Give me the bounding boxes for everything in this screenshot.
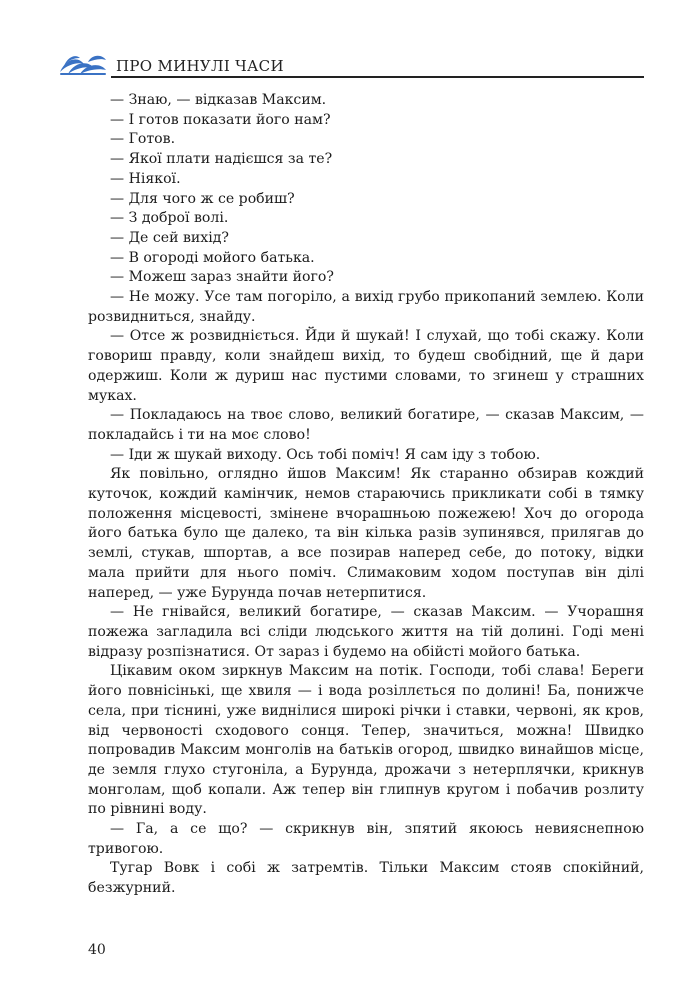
paragraph: — Отсе ж розвидніється. Йди й шукай! І слухай, що тобі скажу. Коли говориш правду, коли знайдеш вихід, то будеш свобідний, ще й дари одержиш. Коли ж дуриш нас пустими словами, то згинеш у страшних муках. — [88, 328, 644, 404]
paragraph: — Знаю, — відказав Максим. — [110, 92, 327, 108]
paragraph: — Покладаюсь на твоє слово, великий богатире, — сказав Максим, — покладайсь і ти на моє слово! — [88, 407, 644, 443]
paragraph: — Не можу. Усе там погоріло, а вихід грубо прикопаний землею. Коли розвидниться, знайду. — [88, 289, 644, 325]
paragraph: — Га, а се що? — скрикнув він, зпятий якоюсь невияснепною тривогою. — [88, 821, 644, 857]
page-number: 40 — [88, 942, 106, 958]
paragraph: — Де сей вихід? — [110, 229, 229, 246]
paragraph: Тугар Вовк і собі ж затремтів. Тільки Максим стояв спокійний, безжурний. — [88, 860, 644, 897]
paragraph: Як повільно, оглядно йшов Максим! Як старанно обзирав кождий куточок, кождий камінчик, немов стараючись прикликати собі в тямку положення місцевості, змінене вчорашньою пожежею! Хоч до огорода його батька було ще далеко, та він кілька разів зупинявся, прилягав до землі, стукав, шпортав, а все позирав наперед себе, до потоку, відки мала прийти для нього поміч. Слимаковим ходом поступав він ділі наперед, — уже Бурунда почав нетерпитися. — [88, 466, 644, 601]
paragraph: — Готов. — [110, 131, 176, 148]
body-text — [88, 91, 644, 899]
paragraph: — Не гнівайся, великий богатире, — сказав Максим. — Учорашня пожежа загладила всі сліди людського життя на тій долині. Годі мені відразу розпізнатися. От зараз і будемо на обійсті мойого батька. — [88, 604, 644, 660]
header-rule — [111, 76, 644, 78]
paragraph: — Якої плати надієшся за те? — [110, 151, 333, 168]
paragraph: — В огороді мойого батька. — [110, 249, 315, 266]
paragraph: — Можеш зараз знайти його? — [110, 269, 334, 286]
paragraph: — Іди ж шукай виходу. Ось тобі поміч! Я сам іду з тобою. — [110, 446, 541, 463]
leaf-ornament-icon — [58, 52, 108, 78]
running-header — [58, 52, 644, 80]
paragraph: — Ніякої. — [110, 170, 181, 187]
paragraph: — З доброї волі. — [110, 210, 229, 227]
paragraph: Цікавим оком зиркнув Максим на потік. Господи, тобі слава! Береги його повнісінькі, ще хвиля — і вода розіллється по долині! Ба, понижче села, при тіснині, уже виднілися широкі річки і ставки, червоні, як кров, від червоності сходового сонця. Тепер, значиться, можна! Швидко попровадив Максим монголів на батьків огород, швидко винайшов місце, де земля глухо стугоніла, а Бурунда, дрожачи з нетерплячки, крикнув монголам, щоб копали. Аж тепер він глипнув кругом і побачив розлиту по рівнині воду. — [88, 663, 644, 818]
paragraph: — І готов показати його нам? — [110, 111, 331, 128]
running-header-title: ПРО МИНУЛІ ЧАСИ — [116, 57, 284, 75]
paragraph: — Для чого ж се робиш? — [110, 190, 295, 207]
